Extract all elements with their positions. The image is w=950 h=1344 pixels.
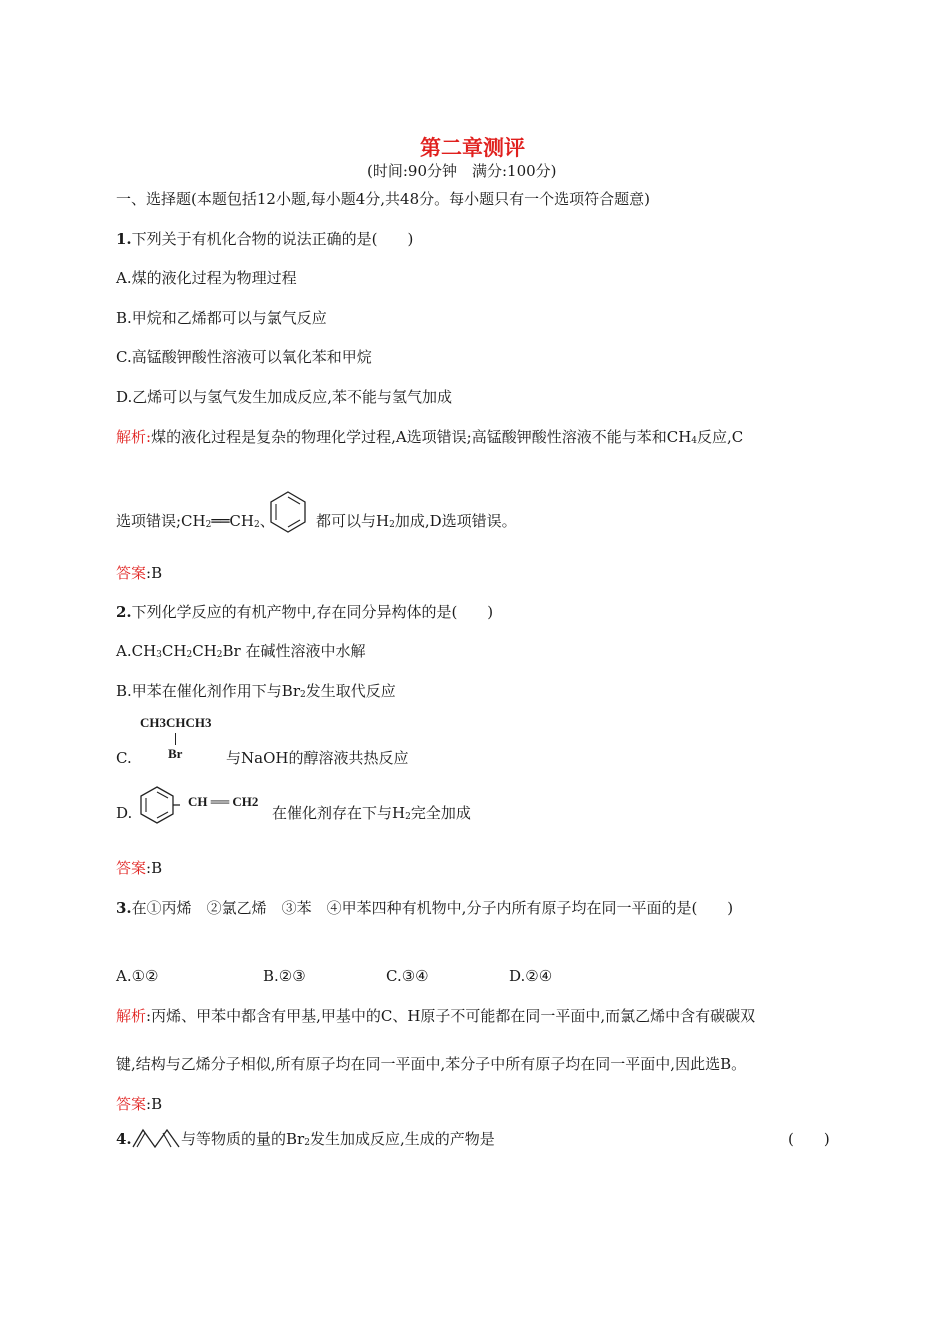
q1-option-c: C.高锰酸钾酸性溶液可以氧化苯和甲烷 — [116, 348, 372, 366]
q3-analysis-line-2: 键,结构与乙烯分子相似,所有原子均在同一平面中,苯分子中所有原子均在同一平面中,因此选B。 — [116, 1055, 747, 1073]
q1-analysis-line-2a: 选项错误$;CH_2══CH_2$、 — [116, 512, 275, 530]
page-title: 第二章测评 — [420, 135, 525, 160]
answer-label: 答案 — [116, 859, 147, 877]
answer-label: 答案 — [116, 1095, 147, 1113]
q2-option-d-text: 在催化剂存在下与$H_2$完全加成 — [272, 804, 471, 822]
q1-analysis-line-1: 解析:煤的液化过程是复杂的物理化学过程,A选项错误;高锰酸钾酸性溶液不能与苯和$CH_4$反应,C — [116, 428, 744, 446]
styrene-ring — [136, 784, 180, 824]
q3-analysis-line-1: 解析:丙烯、甲苯中都含有甲基,甲基中的C、H原子不可能都在同一平面中,而氯乙烯中含有碳碳双 — [116, 1007, 756, 1025]
benzene-structure — [266, 488, 310, 536]
q1-answer: 答案:B — [116, 564, 163, 582]
q3-option-d: D.②④ — [509, 967, 553, 985]
q2-option-c-text: 与NaOH的醇溶液共热反应 — [226, 749, 409, 767]
q2-option-a: $A.CH_3CH_2CH_2Br$ 在碱性溶液中水解 — [116, 642, 366, 660]
question-text: 下列化学反应的有机产物中,存在同分异构体的是( ) — [131, 603, 494, 621]
question-number: 1. — [116, 230, 132, 248]
q1-analysis-line-2b: 都可以与$H_2$加成,D选项错误。 — [316, 512, 517, 530]
question-4-stem: 与等物质的量的$Br_2$发生加成反应,生成的产物是 — [181, 1130, 495, 1148]
question-text: 下列关于有机化合物的说法正确的是( ) — [131, 230, 414, 248]
subtitle: (时间:90分钟 满分:100分) — [367, 162, 557, 180]
q2-answer: 答案:B — [116, 859, 163, 877]
question-4-number: 4. — [116, 1130, 132, 1148]
answer-label: 答案 — [116, 564, 147, 582]
q2-option-b: B.甲苯在催化剂作用下与$Br_2$发生取代反应 — [116, 682, 396, 700]
question-1-stem — [116, 229, 413, 249]
diene-skeletal-structure — [131, 1127, 181, 1149]
question-number: 2. — [116, 603, 132, 621]
answer-bracket: ( ) — [788, 1130, 830, 1148]
question-number: 3. — [116, 899, 132, 917]
vinyl-group: CH ══ CH2 — [188, 794, 259, 809]
section-header: 一、选择题(本题包括12小题,每小题4分,共48分。每小题只有一个选项符合题意) — [116, 190, 650, 208]
bromine-atom: Br — [168, 746, 183, 761]
q3-option-b: B.②③ — [263, 967, 306, 985]
q3-answer: 答案:B — [116, 1095, 163, 1113]
q3-option-a: A.①② — [116, 967, 159, 985]
bond-line — [175, 733, 176, 745]
q2-option-c-label: C. — [116, 749, 132, 767]
question-3-stem — [116, 898, 733, 918]
question-2-stem — [116, 602, 493, 622]
q1-option-d: D.乙烯可以与氢气发生加成反应,苯不能与氢气加成 — [116, 388, 453, 406]
analysis-label: 解析 — [116, 428, 147, 446]
question-text: 在①丙烯 ②氯乙烯 ③苯 ④甲苯四种有机物中,分子内所有原子均在同一平面的是( ) — [131, 899, 734, 917]
q1-option-a: A.煤的液化过程为物理过程 — [116, 269, 297, 287]
q1-option-b: B.甲烷和乙烯都可以与氯气反应 — [116, 309, 327, 327]
q3-option-c: C.③④ — [386, 967, 429, 985]
bromopropane-formula: CH3CHCH3 — [140, 715, 212, 730]
analysis-label: 解析 — [116, 1007, 147, 1025]
q2-option-d-label: D. — [116, 804, 133, 822]
